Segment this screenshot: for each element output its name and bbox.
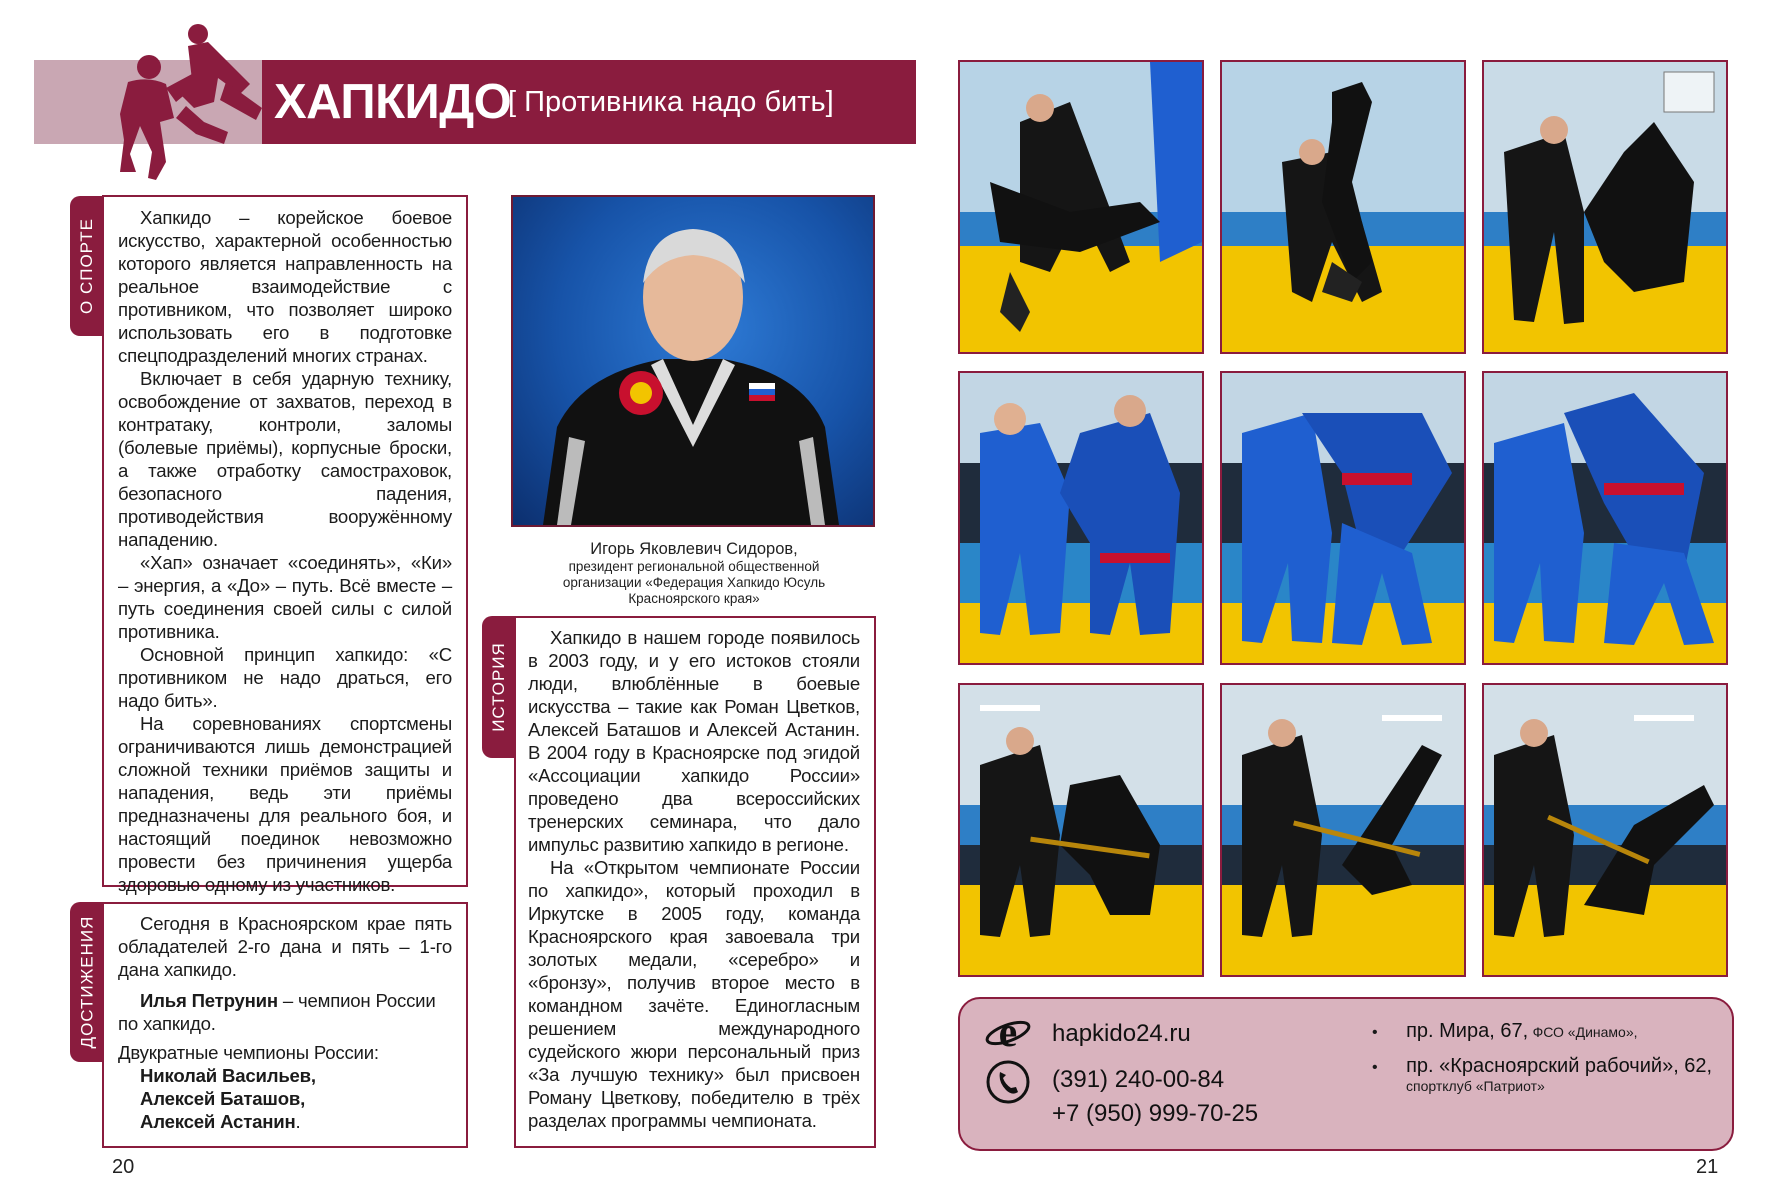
portrait-photo bbox=[511, 195, 875, 527]
address-detail: спортклуб «Патриот» bbox=[1406, 1078, 1545, 1094]
tab-history bbox=[482, 616, 516, 758]
photo-cane-throw-2 bbox=[1220, 683, 1466, 977]
phone-number[interactable]: (391) 240-00-84 bbox=[1052, 1066, 1225, 1093]
double-champions-label: Двукратные чемпионы России: bbox=[118, 1042, 379, 1063]
address-detail: ФСО «Динамо», bbox=[1532, 1024, 1638, 1040]
fighters-silhouette-icon bbox=[100, 22, 268, 184]
address-item bbox=[1372, 1020, 1712, 1043]
about-paragraph: «Хап» означает «соединять», «Ки» – энергия, а «До» – путь. Всё вместе – путь соединения своей силы с силой противника. bbox=[118, 552, 452, 642]
internet-explorer-icon bbox=[984, 1010, 1032, 1056]
achievements-intro: Сегодня в Красноярском крае пять обладателей 2-го дана и пять – 1-го дана хапкидо. bbox=[118, 913, 452, 980]
tab-about bbox=[70, 196, 104, 336]
history-paragraph: На «Открытом чемпионате России по хапкидо», который проходил в Иркутске в 2005 году, команда Красноярского края завоевала три золотых медали, «серебро» и «бронзу», получив второе место в командном зачёте. Единогласным решением международного судейского жюри персональный приз «За лучшую технику» был присвоен Роману Цветкову, победителю в трёх разделах программы чемпионата. bbox=[528, 857, 860, 1131]
page-subtitle: [ Противника надо бить] bbox=[508, 86, 834, 118]
portrait-name: Игорь Яковлевич Сидоров, bbox=[590, 540, 798, 558]
double-champion: Алексей Баташов, bbox=[140, 1088, 306, 1109]
phone-icon bbox=[986, 1060, 1030, 1104]
tab-achievements-label: ДОСТИЖЕНИЯ bbox=[77, 915, 96, 1049]
photo-throw-black-3 bbox=[1482, 60, 1728, 354]
page-number-left: 20 bbox=[112, 1156, 135, 1178]
photo-cane-throw-1 bbox=[958, 683, 1204, 977]
address-main: пр. Мира, 67, bbox=[1406, 1020, 1529, 1042]
photo-throw-blue-3 bbox=[1482, 371, 1728, 665]
double-champion: Николай Васильев, bbox=[140, 1065, 316, 1086]
svg-text:e: e bbox=[998, 1010, 1018, 1056]
achievements-champion bbox=[118, 989, 452, 1035]
about-paragraph: На соревнованиях спортсмены ограничиваются лишь демонстрацией сложной техники приёмов защиты и нападения, ведь эти приёмы предназначены для реального боя, и настоящий поединок невозможно провести без причинения ущерба здоровью одному из участников. bbox=[118, 713, 452, 895]
about-paragraph: Хапкидо – корейское боевое искусство, характерной особенностью которого является направленность на реальное взаимодействие с противником, что позволяет широко использовать его в подготовке спецподразделений многих странах. bbox=[118, 207, 452, 366]
about-text bbox=[118, 206, 452, 896]
photo-cane-throw-3 bbox=[1482, 683, 1728, 977]
history-text bbox=[528, 626, 860, 1132]
about-paragraph: Включает в себя ударную технику, освобождение от захватов, переход в контратаку, контроли, заломы (болевые приёмы), корпусные броски, а также отработку самостраховок, безопасного падения, противодействия вооружённому нападению. bbox=[118, 368, 452, 550]
history-paragraph: Хапкидо в нашем городе появилось в 2003 году, и у его истоков стояли люди, влюблённые в боевые искусства – такие как Роман Цветков, Алексей Баташов и Алексей Астанин. В 2004 году в Красноярске под эгидой «Ассоциации хапкидо России» проведено два всероссийских тренерских семинара, что дало импульс развитию хапкидо в регионе. bbox=[528, 627, 860, 855]
bullet: • bbox=[1372, 1024, 1378, 1041]
photo-throw-blue-1 bbox=[958, 371, 1204, 665]
double-champion: Алексей Астанин. bbox=[140, 1111, 301, 1132]
page-title: ХАПКИДО bbox=[274, 75, 512, 129]
achievements-text bbox=[118, 912, 452, 1133]
photo-throw-black-2 bbox=[1220, 60, 1466, 354]
portrait-caption bbox=[530, 540, 858, 607]
portrait-illustration bbox=[513, 197, 873, 525]
about-paragraph: Основной принцип хапкидо: «С противником не надо драться, его надо бить». bbox=[118, 644, 452, 711]
page-number-right: 21 bbox=[1696, 1156, 1719, 1178]
portrait-role: президент региональной общественной организации «Федерация Хапкидо Юсуль Красноярского края» bbox=[562, 559, 826, 606]
tab-history-label: ИСТОРИЯ bbox=[489, 642, 509, 732]
address-main: пр. «Красноярский рабочий», 62, bbox=[1406, 1055, 1713, 1077]
phone-number[interactable]: +7 (950) 999-70-25 bbox=[1052, 1100, 1259, 1127]
champion-name: Илья Петрунин bbox=[140, 990, 278, 1011]
tab-about-label: О СПОРТЕ bbox=[77, 218, 96, 314]
photo-throw-blue-2 bbox=[1220, 371, 1466, 665]
tab-achievements bbox=[70, 902, 104, 1062]
address-item bbox=[1372, 1055, 1722, 1094]
website-link[interactable]: hapkido24.ru bbox=[1052, 1020, 1191, 1047]
photo-throw-black-1 bbox=[958, 60, 1204, 354]
bullet: • bbox=[1372, 1059, 1378, 1076]
champion-text: – чемпион России по хапкидо. bbox=[118, 990, 436, 1034]
